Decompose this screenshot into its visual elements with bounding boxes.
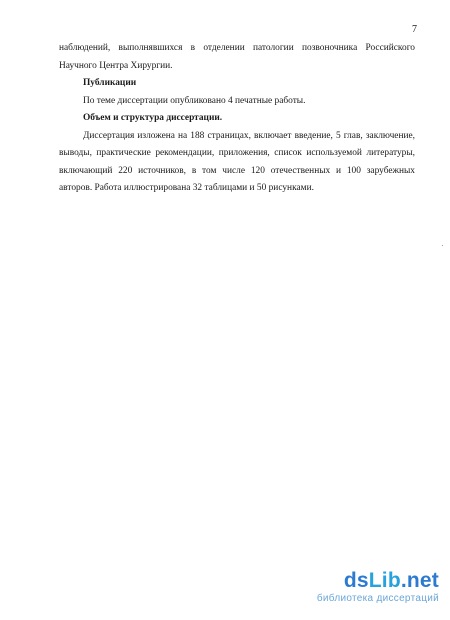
watermark-logo-lib: Lib	[368, 569, 401, 592]
document-body	[59, 40, 415, 198]
publications-heading: Публикации	[83, 78, 137, 88]
paragraph-continuation-text-1: наблюдений, выполнявшихся в отделении патологии позвоночника Российского	[59, 43, 415, 53]
page-number: 7	[412, 24, 417, 35]
structure-heading: Объем и структура диссертации.	[83, 113, 223, 123]
paragraph-continuation-line-2	[59, 58, 415, 76]
watermark-logo	[289, 570, 439, 592]
watermark	[289, 570, 439, 605]
watermark-logo-ds: ds	[343, 569, 369, 592]
publications-text: По теме диссертации опубликовано 4 печатные работы.	[83, 95, 306, 106]
paragraph-continuation-line-1	[59, 40, 415, 58]
scan-speck	[442, 245, 443, 246]
structure-text: Диссертация изложена на 188 страницах, включает введение, 5 глав, заключение, выводы, практические рекомендации, приложения, список используемой литературы, включающий 220 источников, в том числе 120 отечественных и 100 зарубежных авторов. Работа иллюстрирована 32 таблицами и 50 рисунками.	[59, 130, 415, 193]
watermark-subtitle: библиотека диссертаций	[316, 593, 439, 604]
paragraph-continuation-text-2: Научного Центра Хирургии.	[59, 60, 173, 71]
watermark-logo-net: .net	[400, 569, 439, 592]
